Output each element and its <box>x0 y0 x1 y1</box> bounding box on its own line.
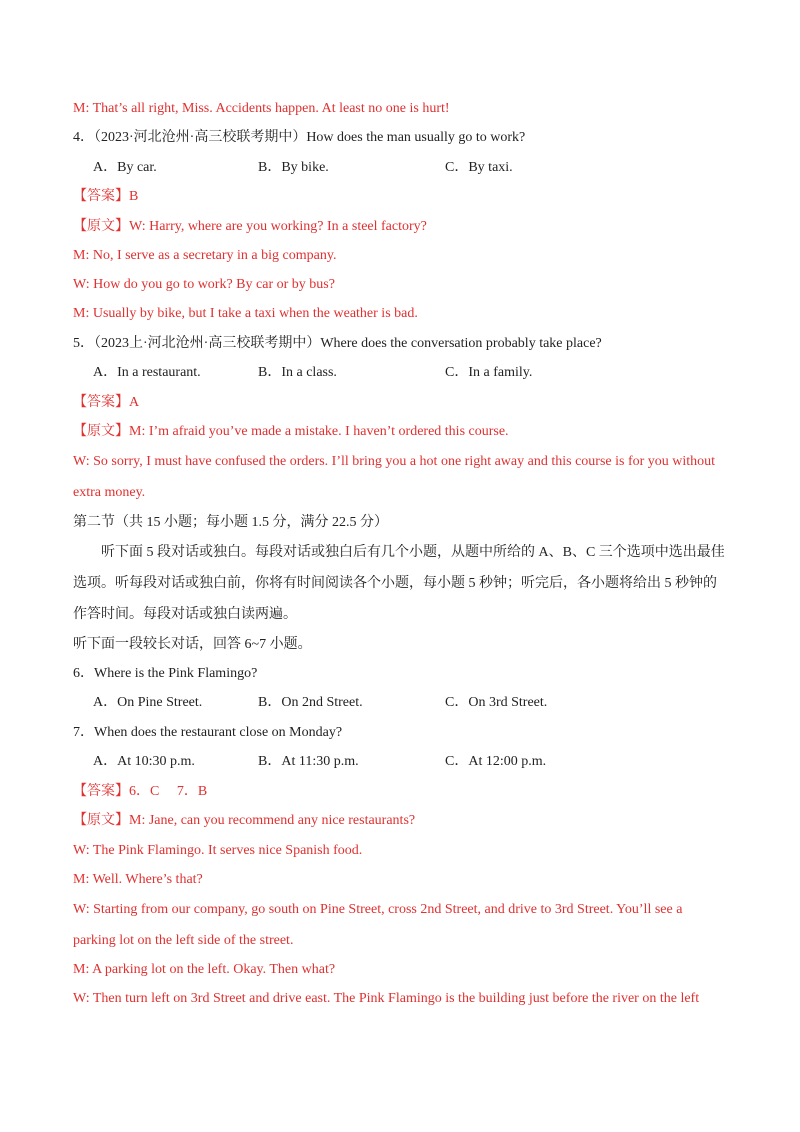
transcript-line: W: The Pink Flamingo. It serves nice Spanish food. <box>73 843 363 858</box>
q6-option-c: C．On 3rd Street. <box>445 695 548 710</box>
transcript-line: M: Well. Where’s that? <box>73 872 203 887</box>
script-tag: 【原文】 <box>73 219 129 234</box>
answer-tag: 【答案】 <box>73 395 129 410</box>
q4-answer <box>73 188 138 206</box>
q4-script-first <box>73 218 427 236</box>
question-4: 4．（2023·河北沧州·高三校联考期中）How does the man usually go to work? <box>73 130 526 145</box>
transcript-line: extra money. <box>73 485 146 500</box>
question-7: 7．When does the restaurant close on Monday? <box>73 725 343 740</box>
answer-value: A <box>129 395 140 410</box>
transcript-line: M: That’s all right, Miss. Accidents happen. At least no one is hurt! <box>73 101 450 116</box>
q4-option-b: B．By bike. <box>258 160 329 175</box>
section-instruction: 选项。听每段对话或独白前，你将有时间阅读各个小题，每小题 5 秒钟；听完后，各小题将给出 5 秒钟的 <box>73 576 717 591</box>
section-instruction: 作答时间。每段对话或独白读两遍。 <box>73 607 297 622</box>
answer-value: 6．C 7．B <box>129 784 208 799</box>
transcript-line: M: A parking lot on the left. Okay. Then what? <box>73 962 336 977</box>
transcript-line: M: No, I serve as a secretary in a big company. <box>73 248 337 263</box>
q5-option-c: C．In a family. <box>445 365 533 380</box>
q6-option-b: B．On 2nd Street. <box>258 695 363 710</box>
q5-option-b: B．In a class. <box>258 365 337 380</box>
group-intro: 听下面一段较长对话，回答 6~7 小题。 <box>73 637 312 652</box>
answer-tag: 【答案】 <box>73 784 129 799</box>
q7-option-a: A．At 10:30 p.m. <box>93 754 195 769</box>
q5-script-first <box>73 423 509 441</box>
transcript-line: W: Starting from our company, go south on Pine Street, cross 2nd Street, and drive to 3rd Street. You’ll see a <box>73 902 683 917</box>
answer-tag: 【答案】 <box>73 189 129 204</box>
q67-script-first <box>73 812 415 830</box>
q5-option-a: A．In a restaurant. <box>93 365 201 380</box>
script-tag: 【原文】 <box>73 424 129 439</box>
q7-option-b: B．At 11:30 p.m. <box>258 754 359 769</box>
transcript-line: W: So sorry, I must have confused the orders. I’ll bring you a hot one right away and this course is for you without <box>73 454 716 469</box>
section-heading: 第二节（共 15 小题；每小题 1.5 分，满分 22.5 分） <box>73 515 388 530</box>
transcript-line: M: Usually by bike, but I take a taxi when the weather is bad. <box>73 306 418 321</box>
transcript-line: W: Then turn left on 3rd Street and drive east. The Pink Flamingo is the building just before the river on the left <box>73 991 700 1006</box>
transcript-line: W: How do you go to work? By car or by bus? <box>73 277 335 292</box>
q7-option-c: C．At 12:00 p.m. <box>445 754 547 769</box>
section-instruction: 听下面 5 段对话或独白。每段对话或独白后有几个小题，从题中所给的 A、B、C 三个选项中选出最佳 <box>101 545 725 560</box>
question-5: 5．（2023上·河北沧州·高三校联考期中）Where does the conversation probably take place? <box>73 336 602 351</box>
script-tag: 【原文】 <box>73 813 129 828</box>
script-text: M: Jane, can you recommend any nice restaurants? <box>129 813 416 828</box>
q6-option-a: A．On Pine Street. <box>93 695 203 710</box>
transcript-line: parking lot on the left side of the street. <box>73 933 294 948</box>
script-text: W: Harry, where are you working? In a steel factory? <box>129 219 427 234</box>
script-text: M: I’m afraid you’ve made a mistake. I haven’t ordered this course. <box>129 424 509 439</box>
question-6: 6．Where is the Pink Flamingo? <box>73 666 258 681</box>
q5-answer <box>73 394 139 412</box>
q4-option-c: C．By taxi. <box>445 160 513 175</box>
q4-option-a: A．By car. <box>93 160 157 175</box>
answer-value: B <box>129 189 139 204</box>
q67-answer <box>73 783 207 801</box>
